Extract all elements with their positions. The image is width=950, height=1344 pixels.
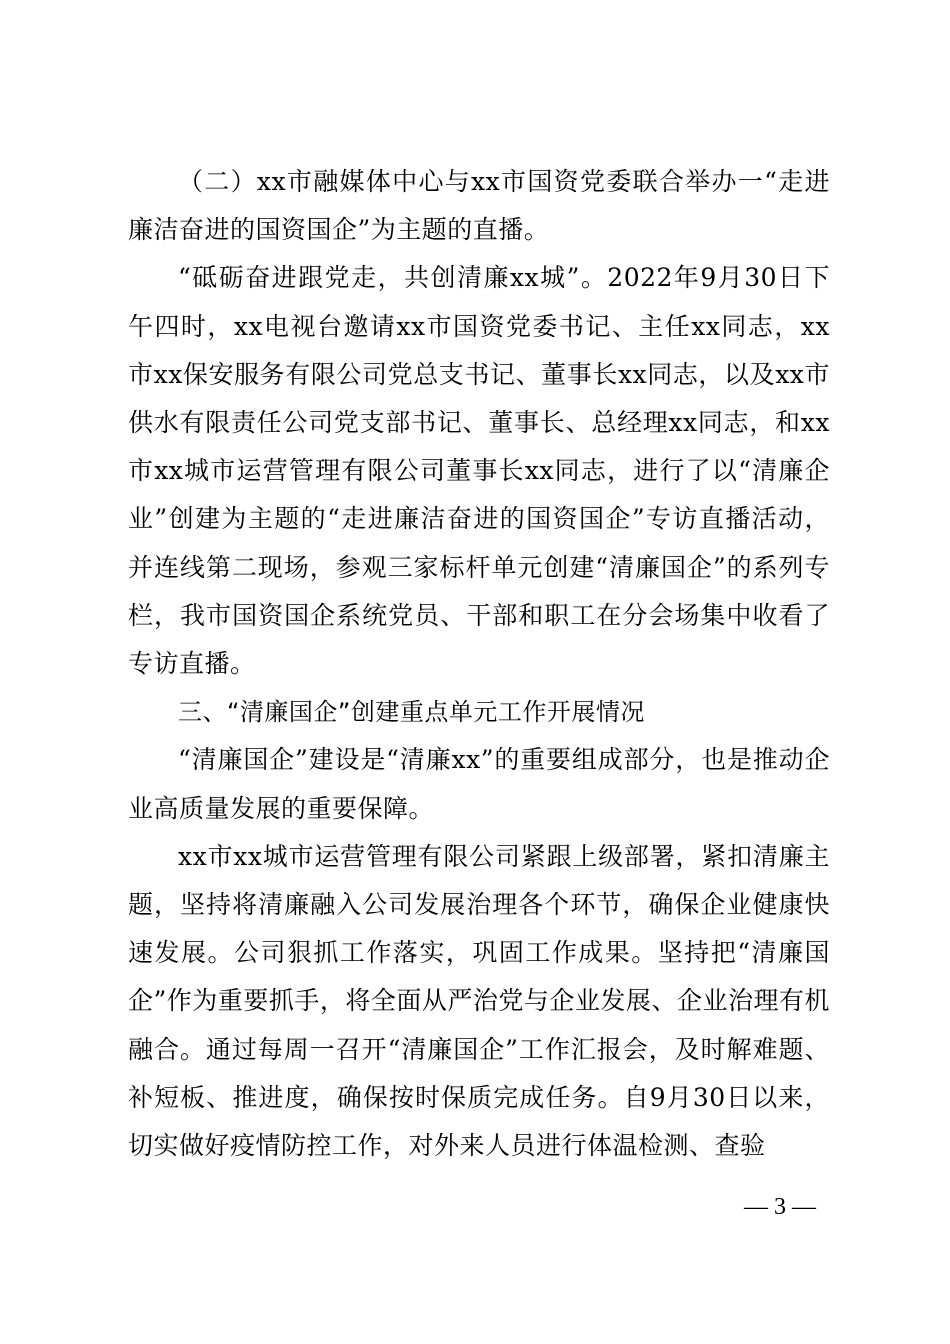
paragraph-live-broadcast-detail: “砥砺奋进跟党走，共创清廉xx城”。2022年9月30日下午四时，xx电视台邀请xx市国资党委书记、主任xx同志，xx市xx保安服务有限公司党总支书记、董事长xx同志，以及xx市供水有限责任公司党支部书记、董事长、总经理xx同志，和xx市xx城市运营管理有限公司董事长xx同志，进行了以“清廉企业”创建为主题的“走进廉洁奋进的国资国企”专访直播活动，并连线第二现场，参观三家标杆单元创建“清廉国企”的系列专栏，我市国资国企系统党员、干部和职工在分会场集中收看了专访直播。 [128,263,830,679]
section-heading-3: 三、“清廉国企”创建重点单元工作开展情况 [178,698,645,727]
page-number: — 3 — [744,1194,816,1220]
paragraph-live-broadcast-title: （二）xx市融媒体中心与xx市国资党委联合举办一“走进廉洁奋进的国资国企”为主题的直播。 [128,167,830,245]
paragraph-clean-soe-intro: “清廉国企”建设是“清廉xx”的重要组成部分，也是推动企业高质量发展的重要保障。 [128,745,830,823]
document-body [128,158,830,1170]
paragraph-operations-company: xx市xx城市运营管理有限公司紧跟上级部署，紧扣清廉主题，坚持将清廉融入公司发展治理各个环节，确保企业健康快速发展。公司狠抓工作落实，巩固工作成果。坚持把“清廉国企”作为重要抓手，将全面从严治党与企业发展、企业治理有机融合。通过每周一召开“清廉国企”工作汇报会，及时解难题、补短板、推进度，确保按时保质完成任务。自9月30日以来，切实做好疫情防控工作，对外来人员进行体温检测、查验 [128,841,830,1161]
